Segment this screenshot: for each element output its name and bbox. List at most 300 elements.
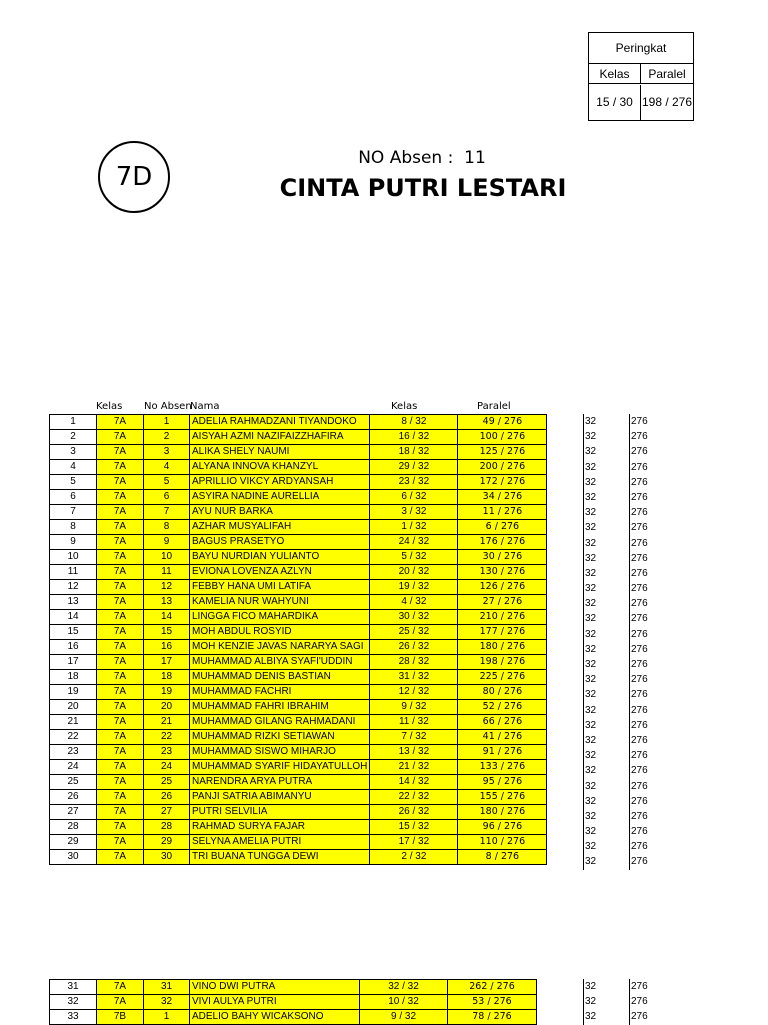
row-rank-kelas: 8 / 32	[370, 415, 458, 430]
header-nama: Nama	[190, 401, 220, 412]
row-number: 26	[50, 790, 97, 805]
side-kelas-value: 32	[583, 748, 596, 763]
row-kelas: 7A	[97, 490, 144, 505]
student-table	[49, 414, 547, 865]
side-kelas-value: 32	[583, 581, 596, 596]
row-no-absen: 1	[144, 415, 190, 430]
row-number: 32	[50, 995, 97, 1010]
row-rank-kelas: 9 / 32	[360, 1010, 448, 1025]
side-paralel-value: 276	[629, 809, 648, 824]
absen-value: 11	[464, 148, 486, 168]
row-nama: MOH KENZIE JAVAS NARARYA SAGI	[190, 640, 370, 655]
row-number: 10	[50, 550, 97, 565]
table-row	[50, 995, 537, 1010]
side-paralel-value: 276	[629, 581, 648, 596]
row-no-absen: 11	[144, 565, 190, 580]
row-rank-paralel: 155 / 276	[458, 790, 547, 805]
row-nama: MUHAMMAD DENIS BASTIAN	[190, 670, 370, 685]
side-paralel-value: 276	[629, 703, 648, 718]
absen-line	[272, 148, 572, 168]
row-rank-paralel: 125 / 276	[458, 445, 547, 460]
row-no-absen: 8	[144, 520, 190, 535]
row-rank-paralel: 53 / 276	[448, 995, 537, 1010]
side-kelas-column-continued	[583, 979, 596, 1025]
side-paralel-value: 276	[629, 1009, 648, 1024]
row-rank-paralel: 30 / 276	[458, 550, 547, 565]
row-kelas: 7A	[97, 805, 144, 820]
row-rank-kelas: 18 / 32	[370, 445, 458, 460]
row-rank-paralel: 41 / 276	[458, 730, 547, 745]
ranking-paralel-value: 198 / 276	[641, 95, 693, 109]
row-number: 22	[50, 730, 97, 745]
side-kelas-value: 32	[583, 657, 596, 672]
row-kelas: 7A	[97, 850, 144, 865]
row-number: 11	[50, 565, 97, 580]
row-kelas: 7A	[97, 655, 144, 670]
ranking-kelas-label: Kelas	[589, 64, 641, 84]
row-kelas: 7A	[97, 760, 144, 775]
row-rank-paralel: 180 / 276	[458, 805, 547, 820]
row-rank-paralel: 49 / 276	[458, 415, 547, 430]
table-row	[50, 745, 547, 760]
table-row	[50, 700, 547, 715]
table-row	[50, 715, 547, 730]
table-row	[50, 685, 547, 700]
row-kelas: 7A	[97, 820, 144, 835]
header-rank-kelas: Kelas	[391, 401, 418, 412]
row-rank-kelas: 30 / 32	[370, 610, 458, 625]
row-rank-paralel: 225 / 276	[458, 670, 547, 685]
side-paralel-value: 276	[629, 779, 648, 794]
row-rank-kelas: 23 / 32	[370, 475, 458, 490]
row-nama: TRI BUANA TUNGGA DEWI	[190, 850, 370, 865]
side-kelas-value: 32	[583, 596, 596, 611]
side-kelas-value: 32	[583, 1009, 596, 1024]
side-kelas-value: 32	[583, 763, 596, 778]
row-nama: KAMELIA NUR WAHYUNI	[190, 595, 370, 610]
side-kelas-value: 32	[583, 460, 596, 475]
row-no-absen: 31	[144, 980, 190, 995]
table-row	[50, 1010, 537, 1025]
table-row	[50, 520, 547, 535]
row-no-absen: 10	[144, 550, 190, 565]
row-number: 3	[50, 445, 97, 460]
side-kelas-value: 32	[583, 809, 596, 824]
table-row	[50, 415, 547, 430]
row-rank-kelas: 2 / 32	[370, 850, 458, 865]
side-paralel-column-continued	[629, 979, 648, 1025]
row-nama: EVIONA LOVENZA AZLYN	[190, 565, 370, 580]
row-number: 6	[50, 490, 97, 505]
side-paralel-value: 276	[629, 475, 648, 490]
row-rank-kelas: 26 / 32	[370, 640, 458, 655]
row-nama: MUHAMMAD FACHRI	[190, 685, 370, 700]
row-number: 13	[50, 595, 97, 610]
side-paralel-value: 276	[629, 429, 648, 444]
row-rank-paralel: 52 / 276	[458, 700, 547, 715]
row-number: 4	[50, 460, 97, 475]
table-row	[50, 580, 547, 595]
row-rank-paralel: 180 / 276	[458, 640, 547, 655]
row-no-absen: 21	[144, 715, 190, 730]
side-kelas-value: 32	[583, 444, 596, 459]
row-no-absen: 24	[144, 760, 190, 775]
row-no-absen: 30	[144, 850, 190, 865]
row-rank-kelas: 12 / 32	[370, 685, 458, 700]
row-no-absen: 9	[144, 535, 190, 550]
row-kelas: 7A	[97, 535, 144, 550]
row-no-absen: 23	[144, 745, 190, 760]
row-number: 21	[50, 715, 97, 730]
row-no-absen: 3	[144, 445, 190, 460]
row-number: 15	[50, 625, 97, 640]
row-nama: NARENDRA ARYA PUTRA	[190, 775, 370, 790]
row-no-absen: 20	[144, 700, 190, 715]
row-rank-kelas: 19 / 32	[370, 580, 458, 595]
row-rank-kelas: 16 / 32	[370, 430, 458, 445]
row-rank-kelas: 14 / 32	[370, 775, 458, 790]
row-number: 23	[50, 745, 97, 760]
row-nama: VINO DWI PUTRA	[190, 980, 360, 995]
side-kelas-value: 32	[583, 718, 596, 733]
row-kelas: 7A	[97, 445, 144, 460]
row-number: 24	[50, 760, 97, 775]
row-nama: PANJI SATRIA ABIMANYU	[190, 790, 370, 805]
side-kelas-value: 32	[583, 854, 596, 869]
row-kelas: 7A	[97, 670, 144, 685]
row-number: 17	[50, 655, 97, 670]
row-no-absen: 27	[144, 805, 190, 820]
side-paralel-value: 276	[629, 672, 648, 687]
row-rank-kelas: 26 / 32	[370, 805, 458, 820]
table-row	[50, 805, 547, 820]
row-number: 29	[50, 835, 97, 850]
row-kelas: 7A	[97, 745, 144, 760]
row-kelas: 7A	[97, 595, 144, 610]
row-number: 16	[50, 640, 97, 655]
table-row	[50, 640, 547, 655]
row-rank-kelas: 31 / 32	[370, 670, 458, 685]
row-nama: PUTRI SELVILIA	[190, 805, 370, 820]
row-nama: AYU NUR BARKA	[190, 505, 370, 520]
row-no-absen: 12	[144, 580, 190, 595]
row-rank-paralel: 100 / 276	[458, 430, 547, 445]
row-no-absen: 22	[144, 730, 190, 745]
side-kelas-value: 32	[583, 627, 596, 642]
row-nama: VIVI AULYA PUTRI	[190, 995, 360, 1010]
table-row	[50, 550, 547, 565]
table-row	[50, 535, 547, 550]
side-kelas-value: 32	[583, 566, 596, 581]
row-rank-paralel: 110 / 276	[458, 835, 547, 850]
row-rank-kelas: 13 / 32	[370, 745, 458, 760]
row-rank-kelas: 3 / 32	[370, 505, 458, 520]
row-number: 12	[50, 580, 97, 595]
absen-label: NO Absen :	[358, 148, 454, 168]
row-no-absen: 25	[144, 775, 190, 790]
row-no-absen: 13	[144, 595, 190, 610]
row-rank-kelas: 17 / 32	[370, 835, 458, 850]
row-no-absen: 15	[144, 625, 190, 640]
table-row	[50, 445, 547, 460]
row-kelas: 7A	[97, 610, 144, 625]
ranking-kelas-value: 15 / 30	[589, 85, 641, 120]
row-nama: MUHAMMAD SISWO MIHARJO	[190, 745, 370, 760]
header-rank-paralel: Paralel	[477, 401, 511, 412]
row-number: 31	[50, 980, 97, 995]
row-no-absen: 6	[144, 490, 190, 505]
row-rank-paralel: 66 / 276	[458, 715, 547, 730]
side-paralel-value: 276	[629, 687, 648, 702]
row-nama: MUHAMMAD FAHRI IBRAHIM	[190, 700, 370, 715]
side-kelas-value: 32	[583, 824, 596, 839]
row-number: 9	[50, 535, 97, 550]
row-rank-paralel: 27 / 276	[458, 595, 547, 610]
side-kelas-value: 32	[583, 551, 596, 566]
table-row	[50, 565, 547, 580]
row-rank-kelas: 32 / 32	[360, 980, 448, 995]
row-nama: APRILLIO VIKCY ARDYANSAH	[190, 475, 370, 490]
row-rank-paralel: 8 / 276	[458, 850, 547, 865]
row-rank-paralel: 126 / 276	[458, 580, 547, 595]
row-nama: BAGUS PRASETYO	[190, 535, 370, 550]
table-row	[50, 850, 547, 865]
student-table-continued	[49, 979, 537, 1025]
side-paralel-value: 276	[629, 460, 648, 475]
row-rank-paralel: 11 / 276	[458, 505, 547, 520]
side-paralel-value: 276	[629, 520, 648, 535]
row-rank-paralel: 200 / 276	[458, 460, 547, 475]
table-row	[50, 505, 547, 520]
row-nama: SELYNA AMELIA PUTRI	[190, 835, 370, 850]
row-nama: MUHAMMAD GILANG RAHMADANI	[190, 715, 370, 730]
row-no-absen: 5	[144, 475, 190, 490]
row-kelas: 7A	[97, 415, 144, 430]
row-kelas: 7A	[97, 835, 144, 850]
row-rank-kelas: 1 / 32	[370, 520, 458, 535]
row-rank-paralel: 133 / 276	[458, 760, 547, 775]
row-rank-paralel: 96 / 276	[458, 820, 547, 835]
side-kelas-value: 32	[583, 429, 596, 444]
row-kelas: 7A	[97, 475, 144, 490]
side-paralel-value: 276	[629, 642, 648, 657]
row-kelas: 7A	[97, 520, 144, 535]
side-kelas-value: 32	[583, 520, 596, 535]
table-row	[50, 790, 547, 805]
row-nama: AZHAR MUSYALIFAH	[190, 520, 370, 535]
row-no-absen: 26	[144, 790, 190, 805]
row-nama: LINGGA FICO MAHARDIKA	[190, 610, 370, 625]
row-nama: MUHAMMAD SYARIF HIDAYATULLOH	[190, 760, 370, 775]
row-number: 19	[50, 685, 97, 700]
side-kelas-value: 32	[583, 414, 596, 429]
table-row	[50, 760, 547, 775]
row-kelas: 7A	[97, 775, 144, 790]
row-rank-paralel: 198 / 276	[458, 655, 547, 670]
ranking-box	[588, 32, 694, 121]
row-no-absen: 17	[144, 655, 190, 670]
student-name: CINTA PUTRI LESTARI	[279, 174, 567, 202]
row-rank-paralel: 80 / 276	[458, 685, 547, 700]
side-kelas-value: 32	[583, 839, 596, 854]
side-paralel-column	[629, 414, 648, 870]
row-no-absen: 7	[144, 505, 190, 520]
row-number: 18	[50, 670, 97, 685]
side-paralel-value: 276	[629, 824, 648, 839]
side-paralel-value: 276	[629, 763, 648, 778]
row-no-absen: 28	[144, 820, 190, 835]
row-kelas: 7A	[97, 565, 144, 580]
row-rank-paralel: 262 / 276	[448, 980, 537, 995]
side-paralel-value: 276	[629, 444, 648, 459]
row-rank-kelas: 25 / 32	[370, 625, 458, 640]
side-paralel-value: 276	[629, 505, 648, 520]
header-no-absen: No Absen	[144, 401, 192, 412]
row-kelas: 7A	[97, 980, 144, 995]
row-rank-paralel: 34 / 276	[458, 490, 547, 505]
row-no-absen: 29	[144, 835, 190, 850]
side-paralel-value: 276	[629, 854, 648, 869]
row-rank-paralel: 91 / 276	[458, 745, 547, 760]
ranking-paralel-label: Paralel	[641, 64, 693, 84]
row-kelas: 7A	[97, 715, 144, 730]
row-number: 20	[50, 700, 97, 715]
side-paralel-value: 276	[629, 839, 648, 854]
row-number: 2	[50, 430, 97, 445]
row-rank-kelas: 9 / 32	[370, 700, 458, 715]
table-row	[50, 775, 547, 790]
side-paralel-value: 276	[629, 718, 648, 733]
row-rank-paralel: 172 / 276	[458, 475, 547, 490]
table-row	[50, 595, 547, 610]
row-number: 7	[50, 505, 97, 520]
side-kelas-value: 32	[583, 611, 596, 626]
row-rank-paralel: 78 / 276	[448, 1010, 537, 1025]
row-nama: ADELIO BAHY WICAKSONO	[190, 1010, 360, 1025]
side-paralel-value: 276	[629, 733, 648, 748]
table-row	[50, 475, 547, 490]
row-rank-paralel: 130 / 276	[458, 565, 547, 580]
row-number: 30	[50, 850, 97, 865]
row-rank-kelas: 4 / 32	[370, 595, 458, 610]
row-number: 28	[50, 820, 97, 835]
side-kelas-column	[583, 414, 596, 870]
row-nama: ASYIRA NADINE AURELLIA	[190, 490, 370, 505]
table-row	[50, 670, 547, 685]
row-rank-kelas: 29 / 32	[370, 460, 458, 475]
table-row	[50, 460, 547, 475]
table-row	[50, 730, 547, 745]
row-kelas: 7A	[97, 995, 144, 1010]
side-paralel-value: 276	[629, 490, 648, 505]
row-no-absen: 1	[144, 1010, 190, 1025]
row-kelas: 7A	[97, 460, 144, 475]
side-paralel-value: 276	[629, 979, 648, 994]
row-nama: MOH ABDUL ROSYID	[190, 625, 370, 640]
row-kelas: 7A	[97, 730, 144, 745]
side-paralel-value: 276	[629, 794, 648, 809]
row-kelas: 7A	[97, 640, 144, 655]
row-rank-paralel: 95 / 276	[458, 775, 547, 790]
row-rank-kelas: 21 / 32	[370, 760, 458, 775]
row-kelas: 7A	[97, 580, 144, 595]
row-rank-kelas: 10 / 32	[360, 995, 448, 1010]
table-row	[50, 820, 547, 835]
row-rank-kelas: 6 / 32	[370, 490, 458, 505]
table-row	[50, 980, 537, 995]
row-rank-paralel: 210 / 276	[458, 610, 547, 625]
row-number: 8	[50, 520, 97, 535]
row-rank-paralel: 6 / 276	[458, 520, 547, 535]
row-nama: ALIKA SHELY NAUMI	[190, 445, 370, 460]
row-number: 33	[50, 1010, 97, 1025]
row-nama: ALYANA INNOVA KHANZYL	[190, 460, 370, 475]
row-nama: ADELIA RAHMADZANI TIYANDOKO	[190, 415, 370, 430]
row-rank-paralel: 176 / 276	[458, 535, 547, 550]
side-paralel-value: 276	[629, 748, 648, 763]
row-rank-paralel: 177 / 276	[458, 625, 547, 640]
row-rank-kelas: 7 / 32	[370, 730, 458, 745]
class-badge: 7D	[98, 141, 170, 213]
row-kelas: 7A	[97, 685, 144, 700]
row-rank-kelas: 22 / 32	[370, 790, 458, 805]
row-rank-kelas: 20 / 32	[370, 565, 458, 580]
row-nama: MUHAMMAD RIZKI SETIAWAN	[190, 730, 370, 745]
row-kelas: 7B	[97, 1010, 144, 1025]
side-paralel-value: 276	[629, 566, 648, 581]
row-rank-kelas: 11 / 32	[370, 715, 458, 730]
side-kelas-value: 32	[583, 979, 596, 994]
ranking-title: Peringkat	[589, 33, 693, 64]
side-kelas-value: 32	[583, 794, 596, 809]
row-kelas: 7A	[97, 625, 144, 640]
row-nama: FEBBY HANA UMI LATIFA	[190, 580, 370, 595]
row-no-absen: 18	[144, 670, 190, 685]
side-kelas-value: 32	[583, 733, 596, 748]
row-no-absen: 14	[144, 610, 190, 625]
row-number: 1	[50, 415, 97, 430]
side-kelas-value: 32	[583, 475, 596, 490]
row-number: 25	[50, 775, 97, 790]
side-kelas-value: 32	[583, 672, 596, 687]
table-row	[50, 430, 547, 445]
side-paralel-value: 276	[629, 611, 648, 626]
side-paralel-value: 276	[629, 596, 648, 611]
side-paralel-value: 276	[629, 994, 648, 1009]
row-no-absen: 32	[144, 995, 190, 1010]
row-kelas: 7A	[97, 700, 144, 715]
side-kelas-value: 32	[583, 779, 596, 794]
row-kelas: 7A	[97, 550, 144, 565]
side-paralel-value: 276	[629, 536, 648, 551]
row-kelas: 7A	[97, 505, 144, 520]
row-rank-kelas: 28 / 32	[370, 655, 458, 670]
table-row	[50, 610, 547, 625]
side-kelas-value: 32	[583, 703, 596, 718]
row-rank-kelas: 24 / 32	[370, 535, 458, 550]
row-no-absen: 2	[144, 430, 190, 445]
side-kelas-value: 32	[583, 687, 596, 702]
row-number: 5	[50, 475, 97, 490]
side-paralel-value: 276	[629, 414, 648, 429]
row-no-absen: 19	[144, 685, 190, 700]
header-kelas: Kelas	[96, 401, 123, 412]
row-rank-kelas: 15 / 32	[370, 820, 458, 835]
table-row	[50, 625, 547, 640]
row-nama: RAHMAD SURYA FAJAR	[190, 820, 370, 835]
row-rank-kelas: 5 / 32	[370, 550, 458, 565]
side-kelas-value: 32	[583, 642, 596, 657]
